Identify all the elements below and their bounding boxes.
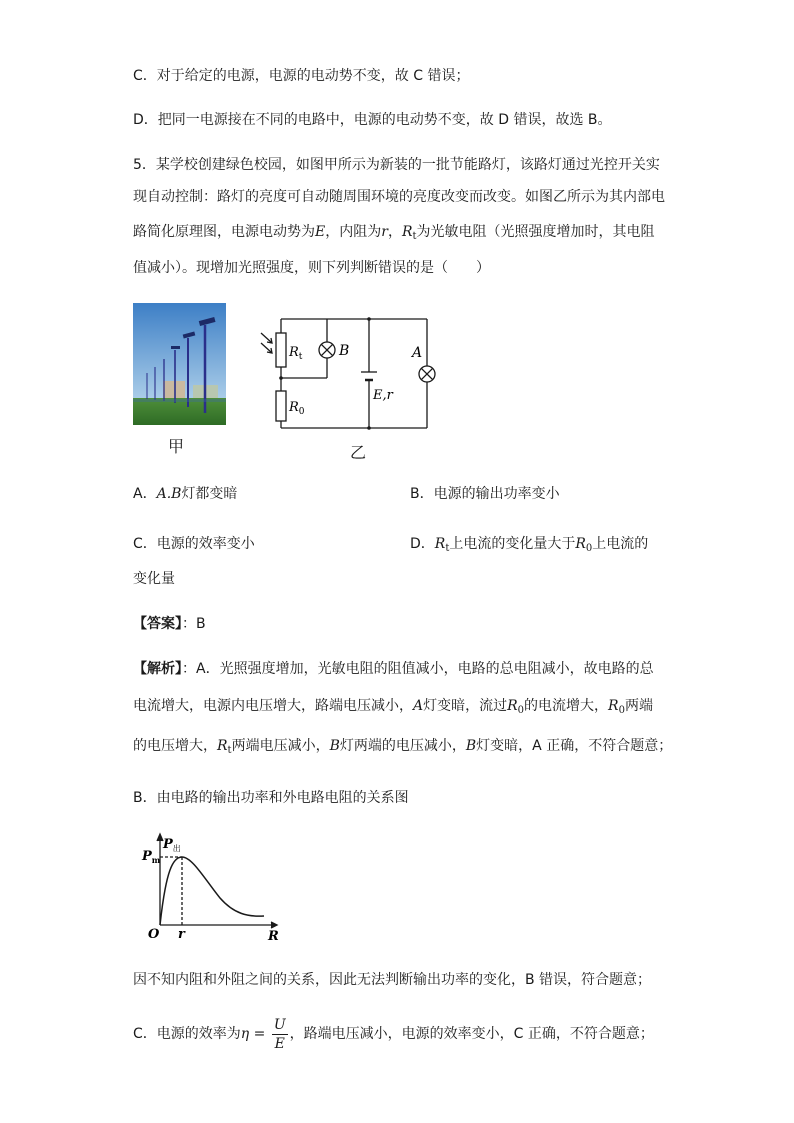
street-lamp-photo-image — [133, 303, 226, 425]
option-a: A．A.B灯都变暗 — [133, 486, 238, 502]
option-d-previous: D．把同一电源接在不同的电路中，电源的电动势不变，故 D 错误，故选 B。 — [133, 112, 612, 128]
r-label: r — [178, 927, 185, 942]
circuit-diagram — [255, 305, 445, 430]
street-lamp-photo — [133, 303, 226, 425]
option-c: C．电源的效率变小 — [133, 536, 255, 552]
label-r0: $R_0$ — [289, 400, 305, 417]
text: ， — [387, 224, 402, 240]
power-resistance-graph — [140, 830, 290, 945]
analysis-line-1: 【解析】：A．光照强度增加，光敏电阻的阻值减小，电路的总电阻减小，故电路的总 — [133, 661, 654, 677]
analysis-b-conclusion: 因不知内阻和外阻之间的关系，因此无法判断输出功率的变化，B 错误，符合题意； — [133, 972, 652, 988]
question-5-line-4: 值减小）。现增加光照强度，则下列判断错误的是（ ） — [133, 260, 490, 276]
label-b: B — [339, 343, 350, 359]
pm-label: $P_m$ — [142, 849, 161, 865]
var-r: r — [381, 224, 388, 240]
efficiency-fraction: $\frac{U}{E}$ — [273, 1016, 286, 1052]
var-rt: $R_t$ — [401, 224, 417, 242]
text: 路简化原理图，电源电动势为 — [133, 224, 315, 240]
question-5-line-2: 现自动控制：路灯的亮度可自动随周围环境的亮度改变而改变。如图乙所示为其内部电 — [133, 189, 665, 205]
option-d-continued: 变化量 — [133, 571, 175, 587]
answer: 【答案】：B — [133, 616, 206, 632]
var-e: E — [315, 224, 326, 240]
option-b: B．电源的输出功率变小 — [410, 486, 560, 502]
question-5-line-1: 5．某学校创建绿色校园，如图甲所示为新装的一批节能路灯，该路灯通过光控开关实 — [133, 157, 660, 173]
light-arrow-icon — [261, 333, 272, 343]
text: ，内阻为 — [325, 224, 382, 240]
label-rt: $R_t$ — [289, 345, 303, 362]
photoresistor-rt — [276, 333, 286, 367]
analysis-line-3: 的电压增大，$R_t$两端电压减小，B灯两端的电压减小，B灯变暗，A 正确，不符合题意； — [133, 738, 673, 756]
x-axis-label: R — [268, 929, 279, 944]
option-c-previous: C．对于给定的电源，电源的电动势不变，故 C 错误； — [133, 68, 470, 84]
analysis-line-2: 电流增大，电源内电压增大，路端电压减小，A灯变暗，流过$R_0$的电流增大，$R_0$两端 — [133, 698, 653, 716]
analysis-b-line: B．由电路的输出功率和外电路电阻的关系图 — [133, 790, 409, 806]
analysis-c-line: C．电源的效率为η = $\frac{U}{E}$ ，路端电压减小，电源的效率变小，C 正确，不符合题意； — [133, 1016, 654, 1052]
figure-yi-label: 乙 — [350, 443, 367, 462]
text: 为光敏电阻（光照强度增加时，其电阻 — [416, 224, 655, 240]
label-a: A — [412, 345, 423, 361]
power-curve — [160, 857, 264, 925]
y-axis-label: $P_出$ — [163, 837, 181, 853]
option-d: D．$R_t$上电流的变化量大于$R_0$上电流的 — [410, 536, 649, 554]
question-5-line-3 — [133, 222, 655, 247]
figure-jia-label: 甲 — [168, 437, 185, 456]
label-er: E,r — [373, 388, 393, 403]
resistor-r0 — [276, 391, 286, 421]
origin-label: O — [148, 927, 160, 942]
